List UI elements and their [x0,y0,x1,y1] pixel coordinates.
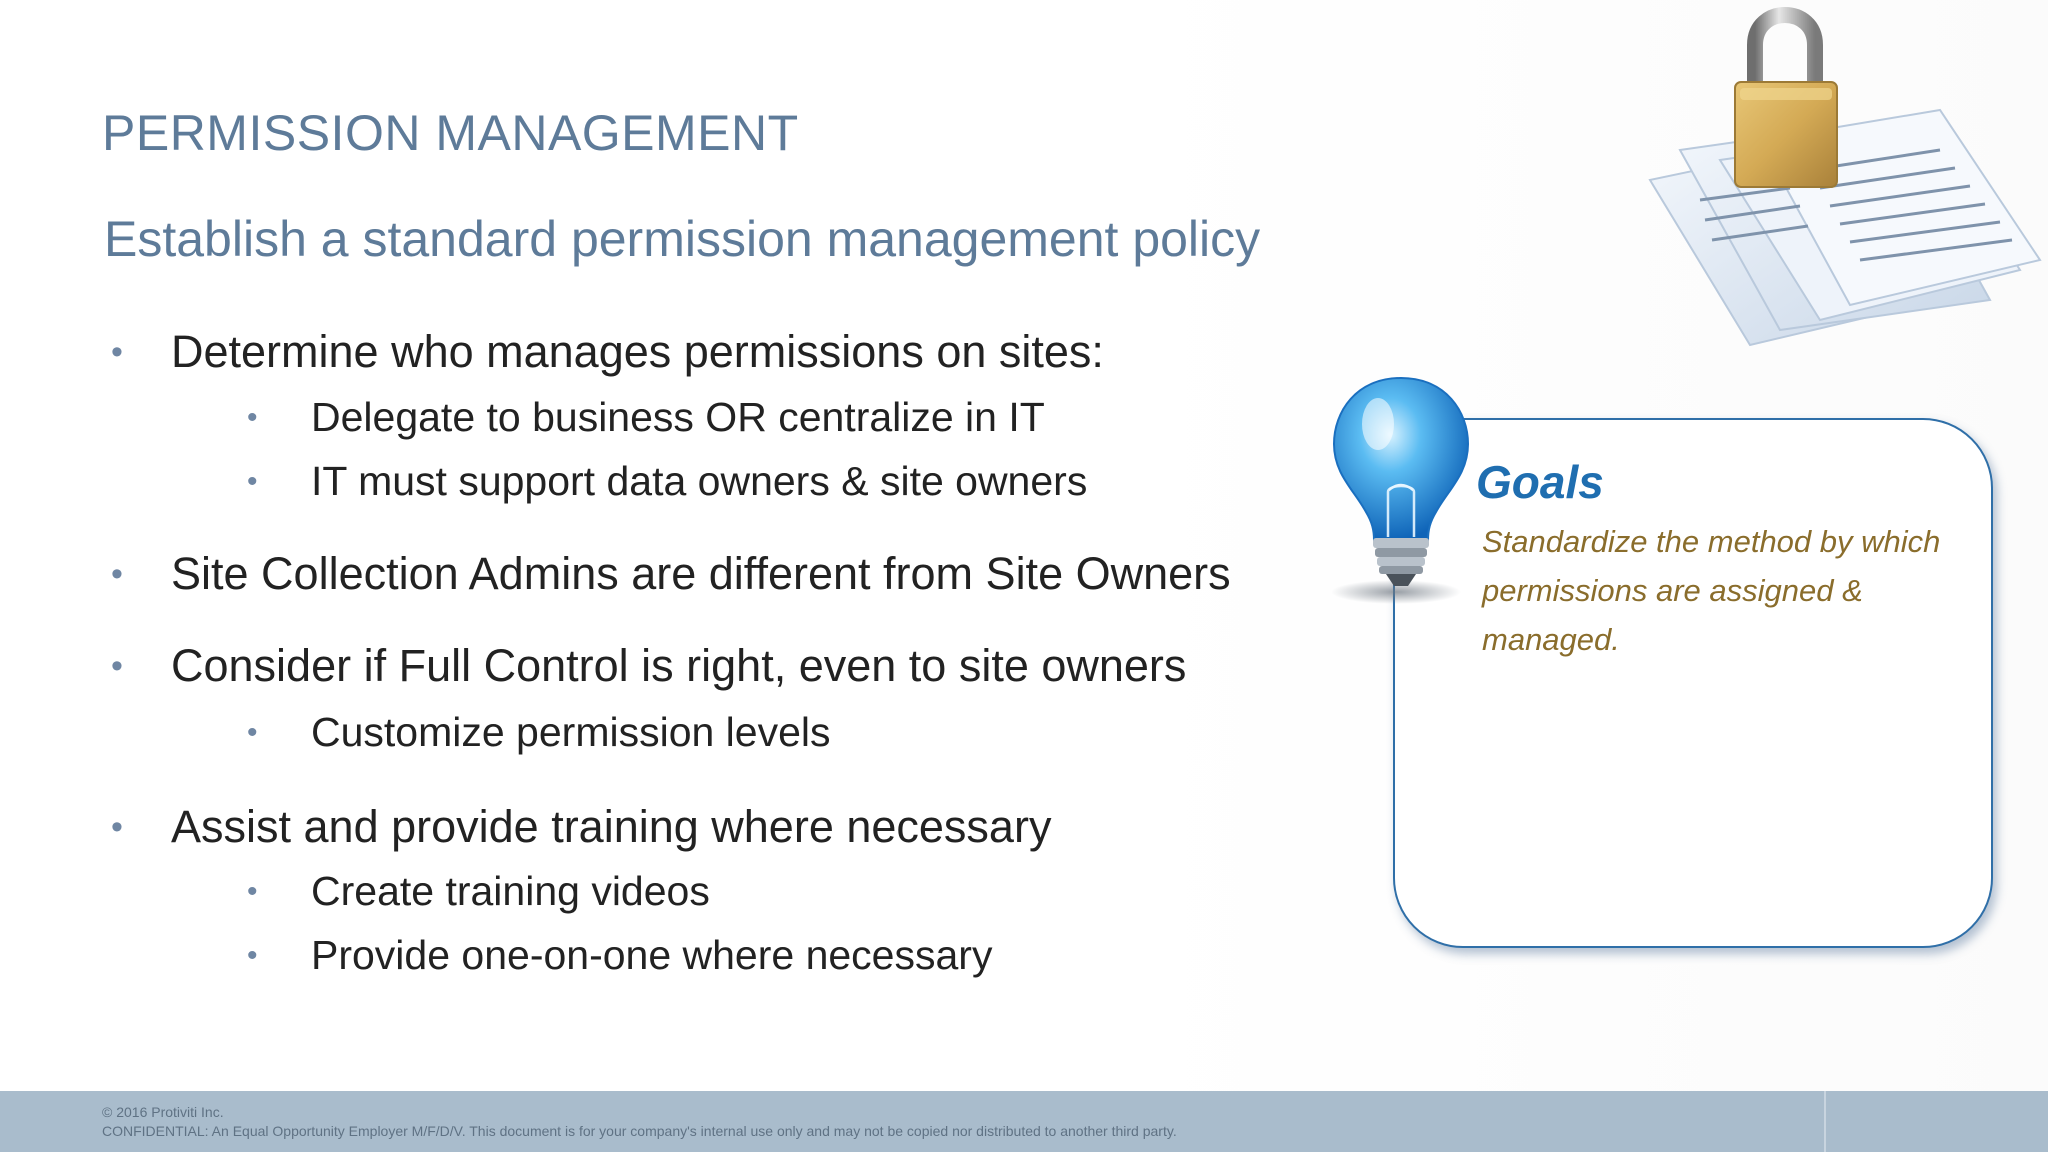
sub-bullet-item [247,932,993,979]
goals-title: Goals [1476,456,1604,508]
bullet-item [111,640,1187,692]
bullet-dot: • [247,875,258,908]
goals-text-line: permissions are assigned & [1482,573,1863,608]
bullet-dot: • [111,555,123,593]
bullet-text: Determine who manages permissions on sites: [171,326,1104,377]
lightbulb-icon [1326,372,1476,612]
bullet-item [111,548,1231,600]
sub-bullet-text: Customize permission levels [311,709,831,755]
sub-bullet-item [247,709,831,756]
sub-bullet-item [247,394,1045,441]
bullet-text: Assist and provide training where necessary [171,801,1052,852]
goals-text-line: managed. [1482,622,1620,657]
bullet-dot: • [111,333,123,371]
sub-bullet-text: Delegate to business OR centralize in IT [311,394,1045,440]
bullet-dot: • [247,939,258,972]
slide-subtitle: Establish a standard permission management policy [104,211,1261,267]
bullet-text: Consider if Full Control is right, even to site owners [171,640,1187,691]
sub-bullet-text: Provide one-on-one where necessary [311,932,993,978]
goals-text [1482,517,1982,664]
bullet-dot: • [111,808,123,846]
bullet-dot: • [111,647,123,685]
bullet-text: Site Collection Admins are different from Site Owners [171,548,1231,599]
bullet-dot: • [247,465,258,498]
bullet-item [111,801,1052,853]
sub-bullet-text: Create training videos [311,868,710,914]
padlock-documents-icon [1640,0,2048,360]
bullet-dot: • [247,716,258,749]
footer-divider [1824,1091,1826,1152]
sub-bullet-item [247,458,1088,505]
footer-bar [0,1091,2048,1152]
bullet-item [111,326,1104,378]
footer-copyright: © 2016 Protiviti Inc. [102,1104,224,1120]
bullet-dot: • [247,401,258,434]
sub-bullet-text: IT must support data owners & site owners [311,458,1088,504]
footer-confidential: CONFIDENTIAL: An Equal Opportunity Employer M/F/D/V. This document is for your company's internal use only and may not be copied nor distributed to another third party. [102,1123,1177,1139]
sub-bullet-item [247,868,710,915]
goals-text-line: Standardize the method by which [1482,524,1941,559]
slide-title: PERMISSION MANAGEMENT [102,105,799,161]
